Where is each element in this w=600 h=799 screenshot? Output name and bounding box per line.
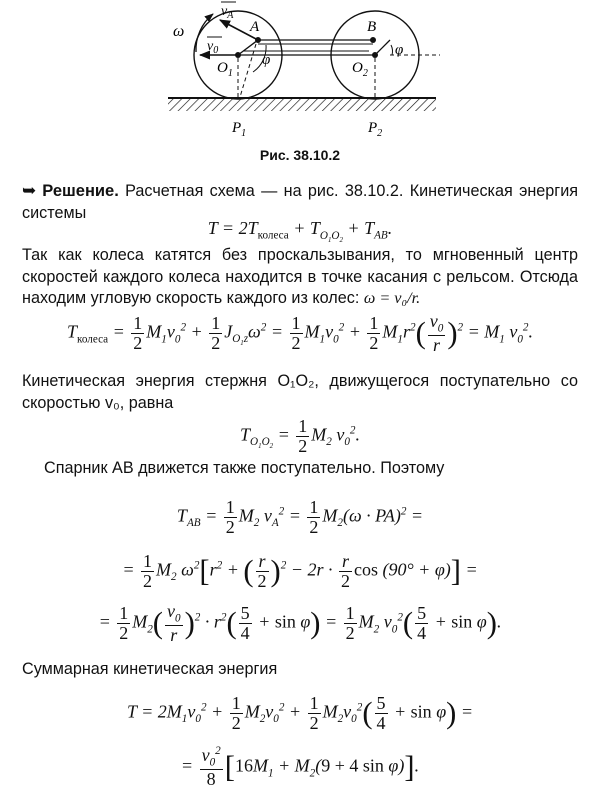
paragraph-3: Кинетическая энергия стержня O₁O₂, движущегося поступательно со скоростью v₀, равна [22,372,578,412]
label-o1: O [217,60,228,76]
label-p1-sub: 1 [241,128,247,139]
label-o2-sub: 2 [362,68,368,79]
label-va-sub: A [227,10,234,21]
label-o2: O [352,60,363,76]
equation-2: $T_{колеса}$ = $\frac{1}{2}$ $M_1v_0^2$ + $\frac{1}{2}$ $J_{O_1z}\omega^2$ = $\frac{1}{2}$ $M_1v_0^2$ + $\frac{1}{2}$ $M_1r^2$( $\frac{v_0}{r}$ )$^2 = M_1$ $v_0^2$. [67,311,533,356]
label-phi-2: φ [395,42,404,58]
label-p2: P [368,120,378,136]
svg-text:v0 [207,39,218,56]
equation-7: $T = 2M_1v_0^2$ + $\frac{1}{2}$ $M_2v_0^2$ + $\frac{1}{2}$ $M_2v_0^2$( $\frac{5}{4}$ + sin φ) = [126,693,474,733]
rail-hatching [168,99,436,111]
label-phi-1: φ [262,52,271,68]
solution-intro-text: Расчетная схема — на рис. 38.10.2. Кинетическая энергия системы [22,182,578,222]
arrow-icon: ➥ [22,181,37,200]
label-p2-sub: 2 [377,128,383,139]
paragraph-2-text: Так как колеса катятся без проскальзывания, то мгновенный центр скоростей каждого колеса находится в точке касания с рельсом. Отсюда находим угловую скорость каждого из колес: [22,246,578,307]
equation-8: = $\frac{v_0^2}{8}$ [$16M_1 + M_2(9 + 4$ sin φ)]. [180,745,420,790]
equation-6: = $\frac{1}{2}$ $M_2$( $\frac{v_0}{r}$ )$^2 \cdot r^2$( $\frac{5}{4}$ + sin φ) = $\frac{1}{2}$ $M_2$ $v_0^2$( $\frac{5}{4}$ + sin φ). [98,601,502,646]
svg-text:O2 [352,60,368,79]
label-v0: v [207,39,214,54]
label-p1: P [232,120,242,136]
paragraph-2 [22,245,578,310]
angle-arc-2 [391,45,392,55]
paragraph-4: Спарник AB движется также поступательно. Поэтому [44,459,445,477]
svg-text:vA [221,4,234,21]
equation-5: = $\frac{1}{2}$ $M_2$ $\omega^2[r^2$ + ( $\frac{r}{2}$ )$^2$ − 2r · $\frac{r}{2}$ cos (90° + φ)] = [122,551,478,591]
mechanism-figure [0,0,600,145]
label-omega: ω [173,23,185,40]
equation-4: $T_{AB}$ = $\frac{1}{2}$ $M_2$ $v_A^2$ = $\frac{1}{2}$ $M_2(\omega \cdot PA)^2$ = [176,497,424,537]
label-b: B [367,19,377,35]
solution-heading: Решение. [42,182,119,200]
svg-text:P2 [367,120,382,139]
equation-1: $T = 2T_{колеса} + T_{O_1O_2} + T_{AB}$. [207,218,393,244]
point-b [370,37,376,43]
paragraph-5: Суммарная кинетическая энергия [22,660,278,678]
label-v0-sub: 0 [213,45,219,56]
label-o1-sub: 1 [227,68,233,79]
omega-formula: ω = v₀/r. [363,289,421,307]
equation-3: $T_{O_1O_2}$ = $\frac{1}{2}$ $M_2$ $v_0^2$. [240,416,360,456]
svg-text:P1 [231,120,246,139]
label-va: v [221,4,228,19]
point-o2 [372,52,378,58]
svg-text:O1 [217,60,233,79]
crank-o2b [375,40,390,55]
figure-caption: Рис. 38.10.2 [259,147,341,163]
label-a: A [250,19,260,35]
